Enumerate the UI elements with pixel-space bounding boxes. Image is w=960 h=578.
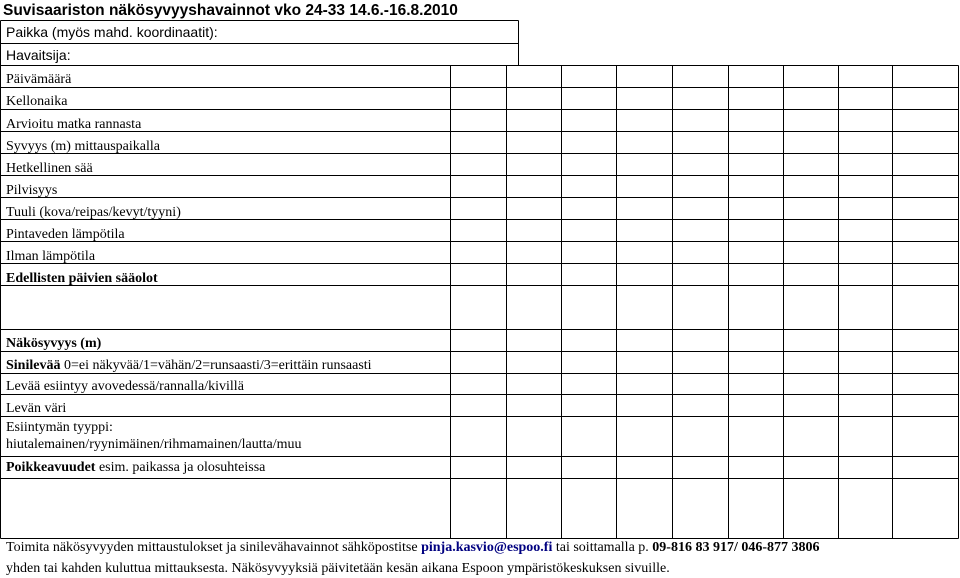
label-esiintyman-tyyppi-1: Esiintymän tyyppi: xyxy=(6,420,113,435)
label-matka: Arvioitu matka rannasta xyxy=(6,117,142,132)
label-poikkeavuudet xyxy=(6,459,265,476)
footer-prefix: Toimita näkösyvyyden mittaustulokset ja sinilevähavainnot sähköpostitse xyxy=(6,540,422,555)
observation-grid xyxy=(0,20,960,578)
phone-number: 09-816 83 917/ 046-877 3806 xyxy=(652,540,820,555)
label-esiintyman-tyyppi-2: hiutalemainen/ryynimäinen/rihmamainen/lautta/muu xyxy=(6,437,302,452)
label-saa: Hetkellinen sää xyxy=(6,161,93,176)
label-poikkeavuudet-rest: esim. paikassa ja olosuhteissa xyxy=(95,460,266,475)
label-pintavesi: Pintaveden lämpötila xyxy=(6,227,125,242)
label-levaa: Levää esiintyy avovedessä/rannalla/kivillä xyxy=(6,379,244,394)
footer-line-1 xyxy=(6,539,820,556)
label-edelliset: Edellisten päivien sääolot xyxy=(6,271,158,286)
label-nakosyvyys: Näkösyvyys (m) xyxy=(6,336,102,351)
label-sinilevaa xyxy=(6,357,372,374)
document-title: Suvisaariston näkösyvyyshavainnot vko 24-33 14.6.-16.8.2010 xyxy=(3,2,458,19)
label-paikka: Paikka (myös mahd. koordinaatit): xyxy=(6,24,218,40)
label-paivamaara: Päivämäärä xyxy=(6,72,72,87)
email-link[interactable]: pinja.kasvio@espoo.fi xyxy=(421,540,553,555)
label-ilma: Ilman lämpötila xyxy=(6,249,96,264)
label-kellonaika: Kellonaika xyxy=(6,94,68,109)
label-pilvisyys: Pilvisyys xyxy=(6,183,58,198)
label-havaitsija: Havaitsija: xyxy=(6,47,71,63)
label-levan-vari: Levän väri xyxy=(6,401,67,416)
label-syvyys: Syvyys (m) mittauspaikalla xyxy=(6,139,160,154)
footer-line-2: yhden tai kahden kuluttua mittauksesta. Näkösyvyyksiä päivitetään kesän aikana Espoon ympäristökeskuksen sivuille. xyxy=(6,561,670,576)
label-sinilevaa-bold: Sinilevää xyxy=(6,358,61,373)
footer-mid: tai soittamalla p. xyxy=(552,540,653,555)
label-sinilevaa-rest: 0=ei näkyvää/1=vähän/2=runsaasti/3=erittäin runsaasti xyxy=(60,358,372,373)
label-tuuli: Tuuli (kova/reipas/kevyt/tyyni) xyxy=(6,205,181,220)
label-poikkeavuudet-bold: Poikkeavuudet xyxy=(6,460,96,475)
